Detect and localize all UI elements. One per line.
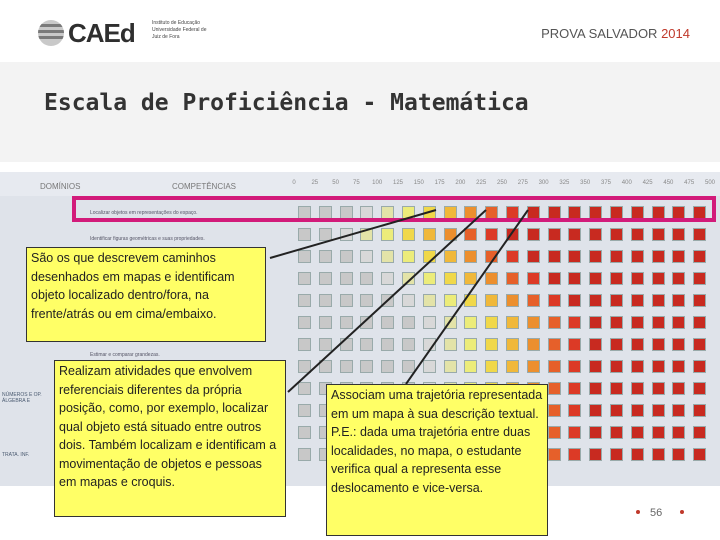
- competency-row: Identificar figuras geométricas e suas propriedades.: [90, 236, 205, 242]
- scale-tick: 125: [392, 180, 403, 186]
- footer-dot-left: [636, 510, 640, 514]
- scale-tick: 100: [372, 180, 383, 186]
- callout-level-3: Associam uma trajetória representada em um mapa à sua descrição textual. P.E.: dada uma trajetória entre duas localidades, no mapa, o estudante verifica qual a representa esse deslocamento e vice-versa.: [326, 384, 548, 536]
- callout-level-2: Realizam atividades que envolvem referenciais diferentes da própria posição, como, por exemplo, localizar qual objeto está situado entre outros dois. Também localizam e identificam a movimentação de objetos e pessoas em mapas e croquis.: [54, 360, 286, 517]
- connector-line: [406, 210, 528, 384]
- scale-tick: 150: [413, 180, 424, 186]
- scale-tick: 350: [580, 180, 591, 186]
- footer-dot-right: [680, 510, 684, 514]
- exam-year: 2014: [661, 26, 690, 41]
- exam-name: PROVA SALVADOR: [541, 26, 658, 41]
- scale-tick: 325: [559, 180, 570, 186]
- logo-subtitle: Instituto de Educação Universidade Federal de Juiz de Fora: [152, 20, 207, 40]
- competency-row: Estimar e comparar grandezas.: [90, 352, 160, 358]
- scale-tick: 0: [292, 180, 296, 186]
- callout-level-1: São os que descrevem caminhos desenhados em mapas e identificam objeto localizado dentro/fora, na frente/atrás ou em cima/embaixo.: [26, 247, 266, 342]
- connector-line: [270, 210, 436, 258]
- scale-tick: 175: [434, 180, 445, 186]
- scale-tick: 425: [642, 180, 653, 186]
- page-title: Escala de Proficiência - Matemática: [44, 90, 529, 116]
- scale-tick: 475: [684, 180, 695, 186]
- scale-tick: 300: [538, 180, 549, 186]
- scale-tick: 50: [332, 180, 339, 186]
- header-competencias: COMPETÊNCIAS: [172, 182, 237, 191]
- header-dominios: DOMÍNIOS: [40, 182, 81, 191]
- logo-text: CAEd: [68, 18, 135, 48]
- scale-tick: 225: [476, 180, 487, 186]
- scale-tick: 375: [600, 180, 611, 186]
- scale-tick: 500: [704, 180, 715, 186]
- scale-tick: 200: [455, 180, 466, 186]
- connector-line: [288, 210, 486, 392]
- domain-label: TRATA. INF.: [2, 452, 30, 458]
- scale-tick: 450: [663, 180, 674, 186]
- scale-tick: 275: [517, 180, 528, 186]
- competency-row: Localizar objetos em representações do espaço.: [90, 210, 198, 216]
- scale-tick: 25: [311, 180, 319, 186]
- scale-tick: 250: [496, 180, 507, 186]
- page-number: 56: [650, 507, 663, 519]
- scale-tick: 75: [353, 180, 360, 186]
- domain-label: NÚMEROS E OP. ÁLGEBRA E: [2, 392, 42, 404]
- scale-tick: 400: [621, 180, 632, 186]
